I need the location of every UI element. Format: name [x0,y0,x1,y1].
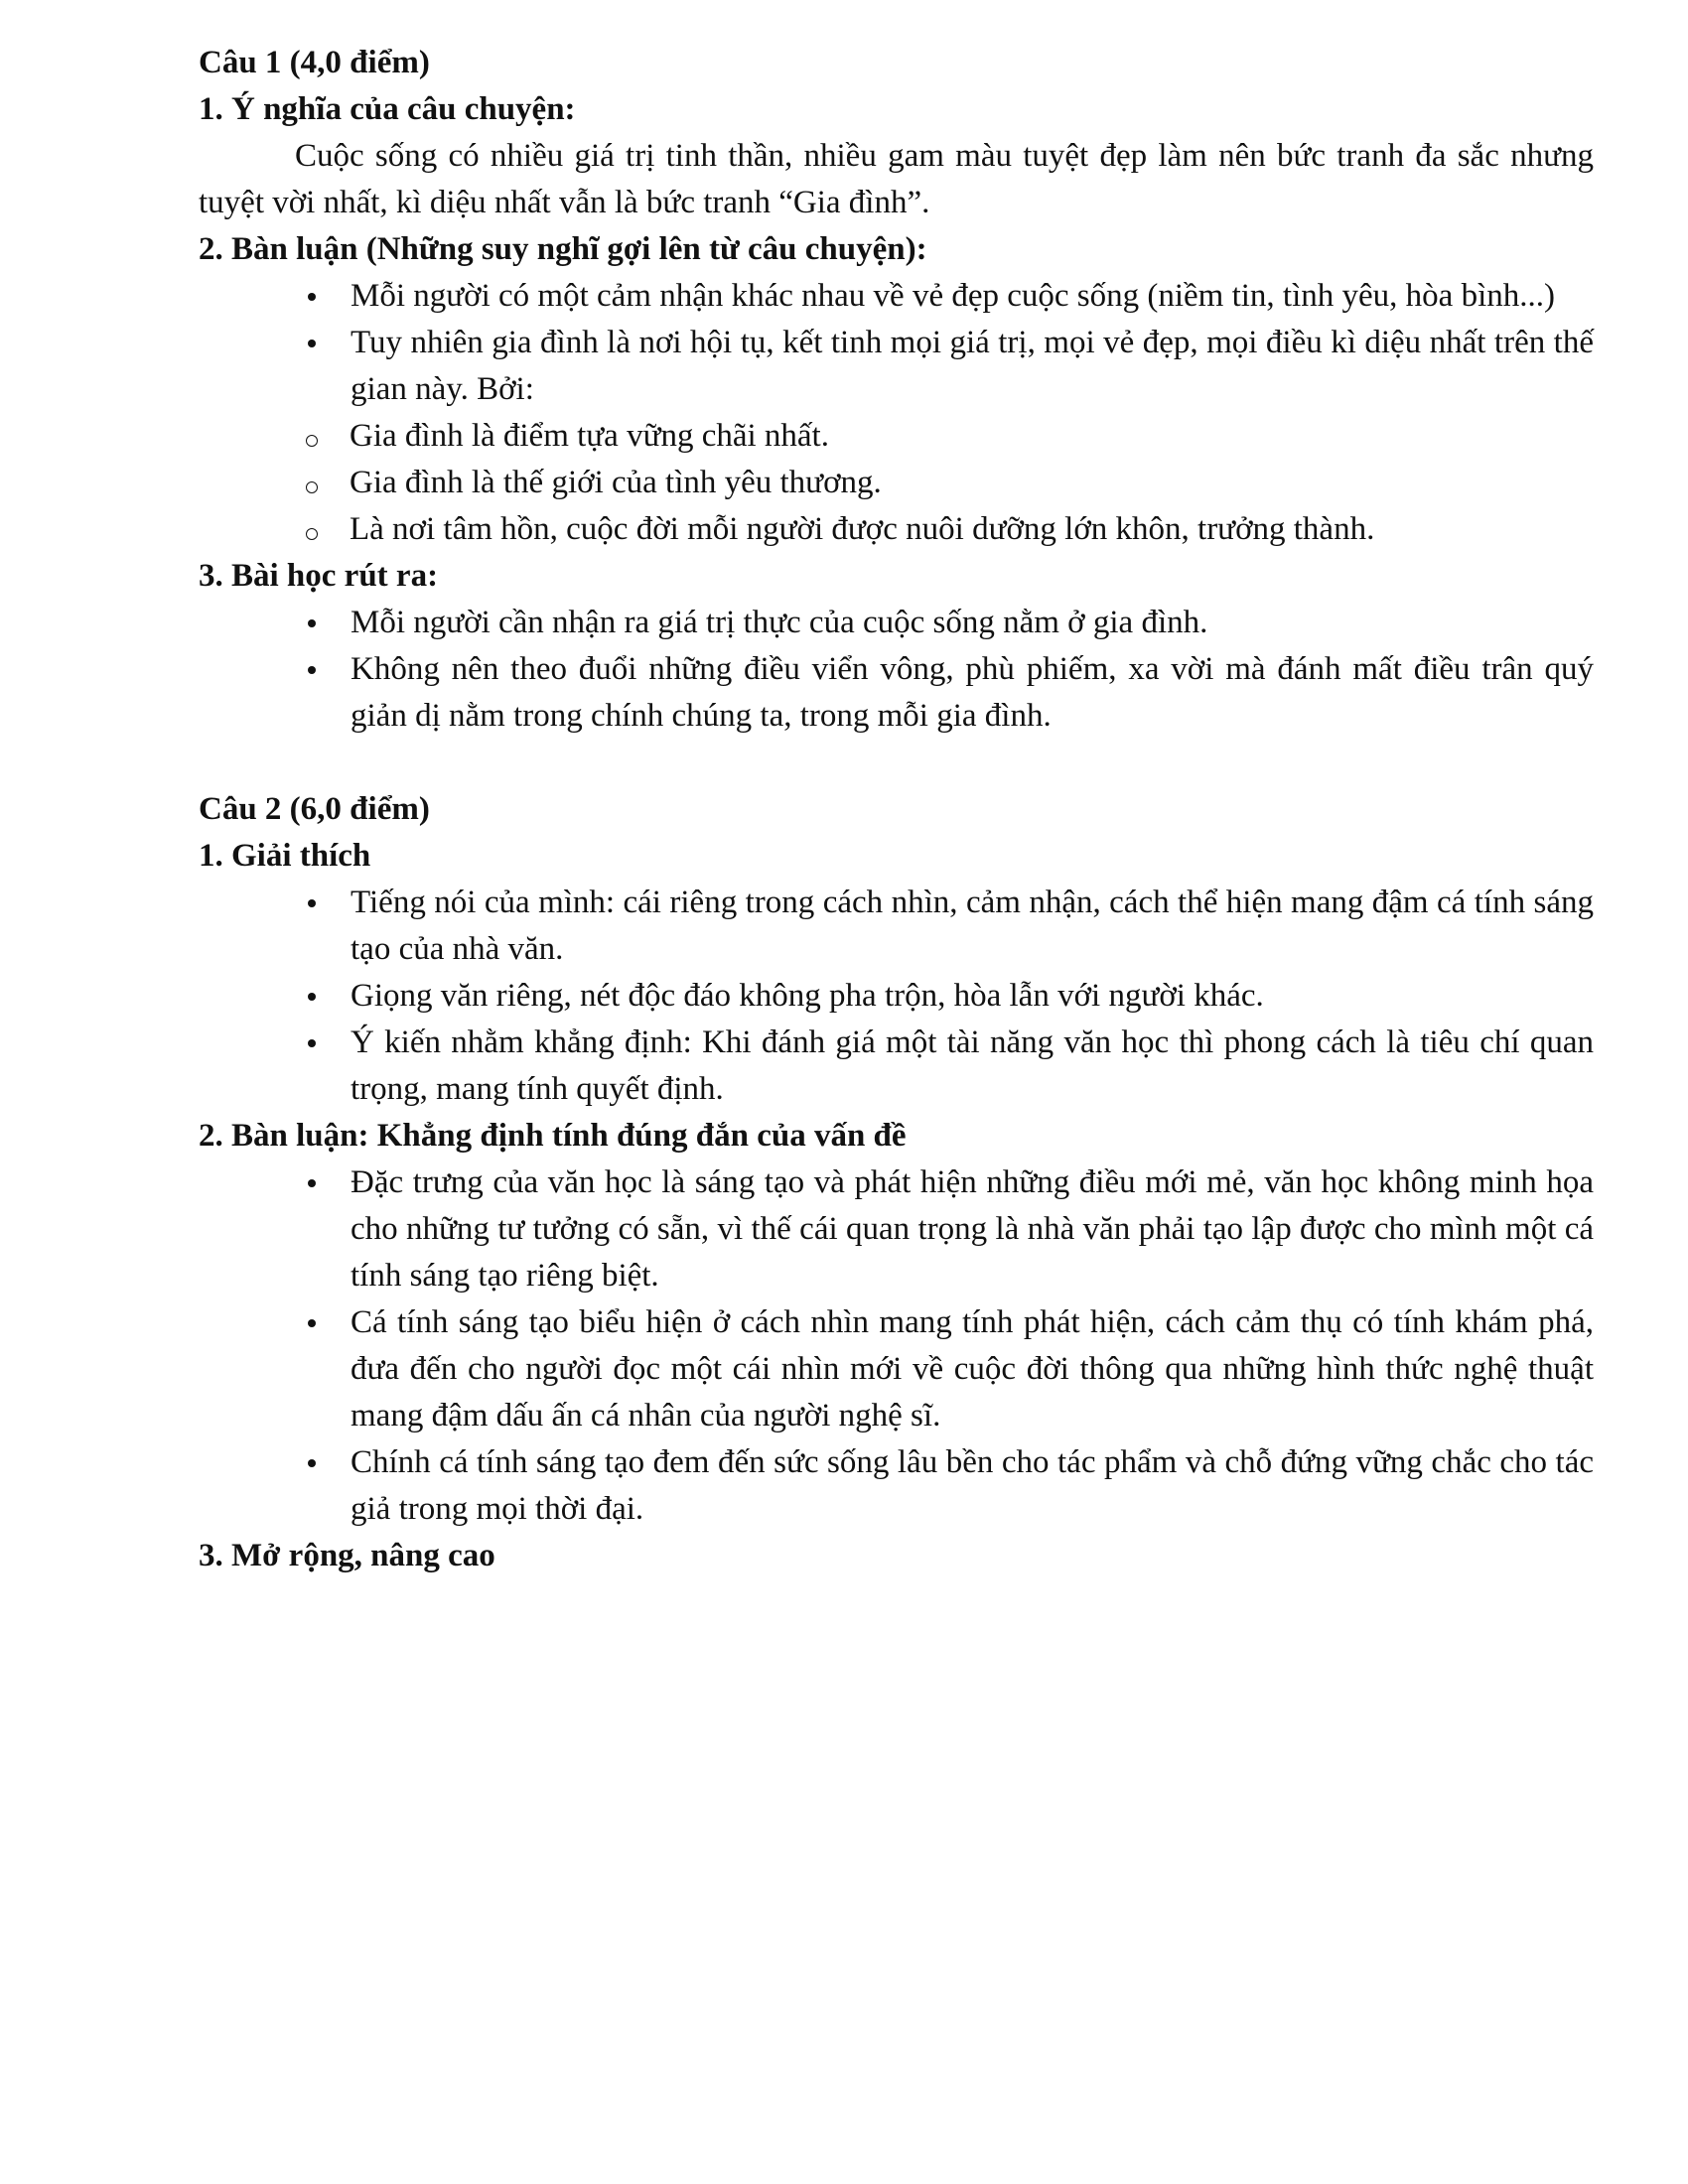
q2-section-3-heading: 3. Mở rộng, nâng cao [199,1538,495,1573]
question-2-title: Câu 2 (6,0 điểm) [199,791,430,827]
section-spacer [199,740,1594,786]
list-item: Mỗi người cần nhận ra giá trị thực của cuộc sống nằm ở gia đình. [351,600,1594,646]
q2-section-1-bullet-list [199,880,1594,1113]
q1-section-3-bullet-list [199,600,1594,740]
q1-section-2-sub-list [199,413,1594,553]
list-item: Ý kiến nhằm khẳng định: Khi đánh giá một tài năng văn học thì phong cách là tiêu chí quan trọng, mang tính quyết định. [351,1020,1594,1113]
q1-section-1-heading: 1. Ý nghĩa của câu chuyện: [199,91,576,127]
list-item: Cá tính sáng tạo biểu hiện ở cách nhìn mang tính phát hiện, cách cảm thụ có tính khám phá, đưa đến cho người đọc một cái nhìn mới về cuộc đời thông qua những hình thức nghệ thuật mang đậm dấu ấn cá nhân của người nghệ sĩ. [351,1299,1594,1439]
sub-list-item: Là nơi tâm hồn, cuộc đời mỗi người được nuôi dưỡng lớn khôn, trưởng thành. [350,506,1594,553]
list-item: Tuy nhiên gia đình là nơi hội tụ, kết tinh mọi giá trị, mọi vẻ đẹp, mọi điều kì diệu nhất trên thế gian này. Bởi: [351,320,1594,413]
document-page [199,40,1594,1579]
q1-section-2-heading: 2. Bàn luận (Những suy nghĩ gợi lên từ câu chuyện): [199,231,927,267]
question-1-title: Câu 1 (4,0 điểm) [199,45,430,80]
sub-list-item: Gia đình là điểm tựa vững chãi nhất. [350,413,1594,460]
list-item: Đặc trưng của văn học là sáng tạo và phát hiện những điều mới mẻ, văn học không minh họa cho những tư tưởng có sẵn, vì thế cái quan trọng là nhà văn phải tạo lập được cho mình một cá tính sáng tạo riêng biệt. [351,1160,1594,1299]
list-item: Giọng văn riêng, nét độc đáo không pha trộn, hòa lẫn với người khác. [351,973,1594,1020]
q1-section-2-bullet-list [199,273,1594,413]
q1-section-1-paragraph: Cuộc sống có nhiều giá trị tinh thần, nhiều gam màu tuyệt đẹp làm nên bức tranh đa sắc nhưng tuyệt vời nhất, kì diệu nhất vẫn là bức tranh “Gia đình”. [199,138,1594,220]
list-item: Tiếng nói của mình: cái riêng trong cách nhìn, cảm nhận, cách thể hiện mang đậm cá tính sáng tạo của nhà văn. [351,880,1594,973]
list-item: Không nên theo đuổi những điều viển vông, phù phiếm, xa vời mà đánh mất điều trân quý giản dị nằm trong chính chúng ta, trong mỗi gia đình. [351,646,1594,740]
list-item: Chính cá tính sáng tạo đem đến sức sống lâu bền cho tác phẩm và chỗ đứng vững chắc cho tác giả trong mọi thời đại. [351,1439,1594,1533]
sub-list-item: Gia đình là thế giới của tình yêu thương. [350,460,1594,506]
list-item: Mỗi người có một cảm nhận khác nhau về vẻ đẹp cuộc sống (niềm tin, tình yêu, hòa bình...) [351,273,1594,320]
q1-section-3-heading: 3. Bài học rút ra: [199,558,439,594]
q2-section-1-heading: 1. Giải thích [199,838,371,874]
q2-section-2-bullet-list [199,1160,1594,1533]
q2-section-2-heading: 2. Bàn luận: Khẳng định tính đúng đắn của vấn đề [199,1118,907,1154]
